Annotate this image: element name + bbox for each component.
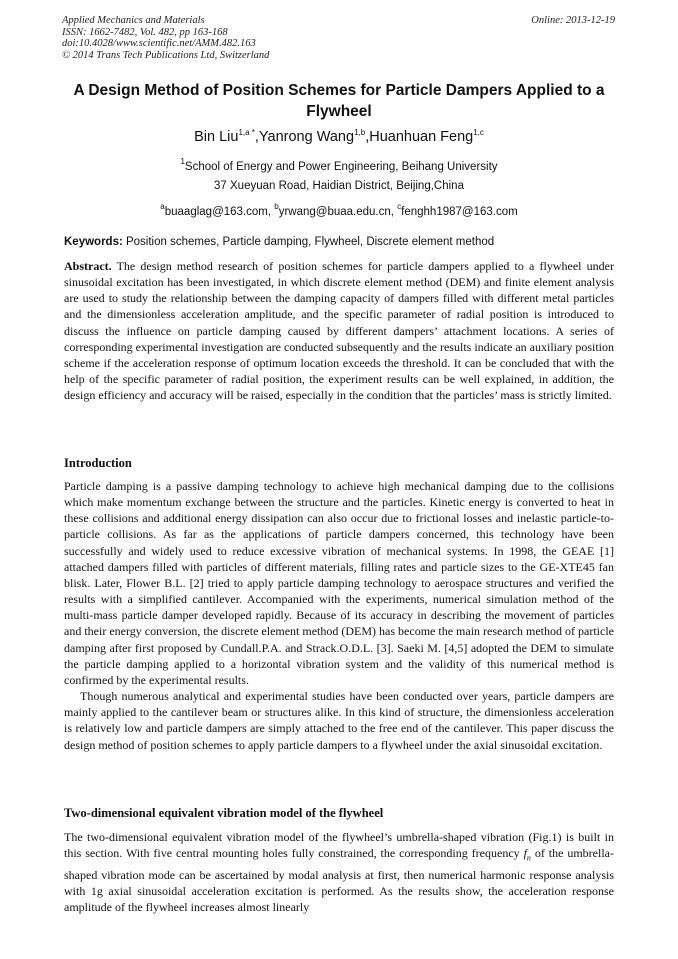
affil-institution: School of Energy and Power Engineering, Beihang University [184,161,498,173]
doi-line: doi:10.4028/www.scientific.net/AMM.482.163 [62,38,256,49]
paragraph: Particle damping is a passive damping technology to achieve high mechanical damping due to the collisions which make momentum exchange between the structure and the particles. Kinetic energy is converted to heat in these collisions and additional energy dissipation can also occur due to frictional losses and inelastic particle-to-particle collisions. As far as the applications of particle dampers concerned, this technology have been successfully and widely used to reduce excessive vibration of mechanical systems. In 1998, the GEAE [1] attached dampers filled with particles of different materials, filling rates and particle sizes to the GE-XTE45 fan blisk. Later, Flower B.L. [2] tried to apply particle damping technology to aerospace structures and verified the results with a simplified cantilever. Accompanied with the experiments, numerical simulation method of the multi-mass particle damper developed rapidly. Because of its accuracy in describing the movement of particles and their energy conversion, the discrete element method (DEM) has become the main research method of particle damping after first proposed by Cundall.P.A. and Strack.O.D.L. [3]. Saeki M. [4,5] adopted the DEM to simulate the particle damping applied to a horizontal vibration system and the validity of this numerical method is confirmed by the experimental results. [64,479,614,687]
email-address: fenghh1987@163.com [401,206,518,218]
paragraph-text: The two-dimensional equivalent vibration model of the flywheel’s umbrella-shaped vibration (Fig.1) is built in this section. With five central mounting holes fully constrained, the corresponding frequency [64,830,614,861]
journal-name: Applied Mechanics and Materials [62,15,205,26]
email-mark: a [160,202,165,211]
author-list [0,128,678,145]
section2-body [64,829,614,915]
abstract [64,258,614,403]
introduction-body [64,478,614,753]
author-affil-mark: 1,a * [238,128,255,137]
email-mark: c [397,202,402,211]
author-name: Bin Liu [194,129,239,145]
email-address: yrwang@buaa.edu.cn, [278,206,398,218]
author-affil-mark: 1,c [473,128,484,137]
frequency-subscript: n [526,853,531,863]
keywords-text: Position schemes, Particle damping, Flywheel, Discrete element method [122,236,495,248]
paper-title: A Design Method of Position Schemes for Particle Dampers Applied to a Flywheel [73,82,605,120]
paragraph-text: of the umbrella-shaped vibration mode can be ascertained by modal analysis at first, then numerical harmonic response analysis with 1g axial sinusoidal acceleration excitation is performed. As the results show, the acceleration response amplitude of the flywheel increases almost linearly [64,846,614,915]
author-name: ,Yanrong Wang [254,129,355,145]
online-date: Online: 2013-12-19 [531,15,615,26]
author-name: ,Huanhuan Feng [365,129,474,145]
email-line [0,202,678,218]
affiliation-line-1 [0,157,678,173]
affiliation-line-2: 37 Xueyuan Road, Haidian District, Beijing,China [214,180,464,192]
keywords [64,236,494,248]
abstract-text: The design method research of position schemes for particle dampers applied to a flywheel under sinusoidal excitation has been investigated, in which discrete element method (DEM) and finite element analysis are used to study the relationship between the damping capacity of dampers filled with different metal particles and the dimensionless acceleration amplitude, and the specific parameter of radial position is introduced to discuss the influence on particle damping caused by different dampers’ attachment locations. A series of corresponding experimental investigation are conducted subsequently and the results indicate an auxiliary position scheme if the acceleration response of optimum location exceeds the threshold. It can be concluded that with the help of the specific parameter of radial position, the experiment results can be well explained, in addition, the design efficiency and accuracy will be raised, especially in the condition that the particles’ mass is strictly limited. [64,259,614,403]
keywords-label: Keywords: [64,236,123,248]
issn-line: ISSN: 1662-7482, Vol. 482, pp 163-168 [62,26,228,38]
section-heading-introduction: Introduction [64,456,132,470]
journal-header [62,15,269,61]
email-address: buaaglag@163.com, [164,206,275,218]
section-heading-two-dimensional-model: Two-dimensional equivalent vibration model of the flywheel [64,806,384,820]
paragraph: Though numerous analytical and experimental studies have been conducted over years, particle dampers are mainly applied to the cantilever beam or structures alike. In this kind of structure, the dimensionless acceleration is relatively low and particle dampers are simply attached to the free end of the cantilever. This paper discuss the design method of position schemes to apply particle dampers to a flywheel under the axial sinusoidal excitation. [64,689,614,752]
copyright-line: © 2014 Trans Tech Publications Ltd, Switzerland [62,49,270,61]
author-affil-mark: 1,b [354,128,366,137]
affil-mark: 1 [180,157,185,166]
frequency-symbol: f [523,846,527,861]
email-mark: b [274,202,279,211]
abstract-label: Abstract. [64,259,112,273]
